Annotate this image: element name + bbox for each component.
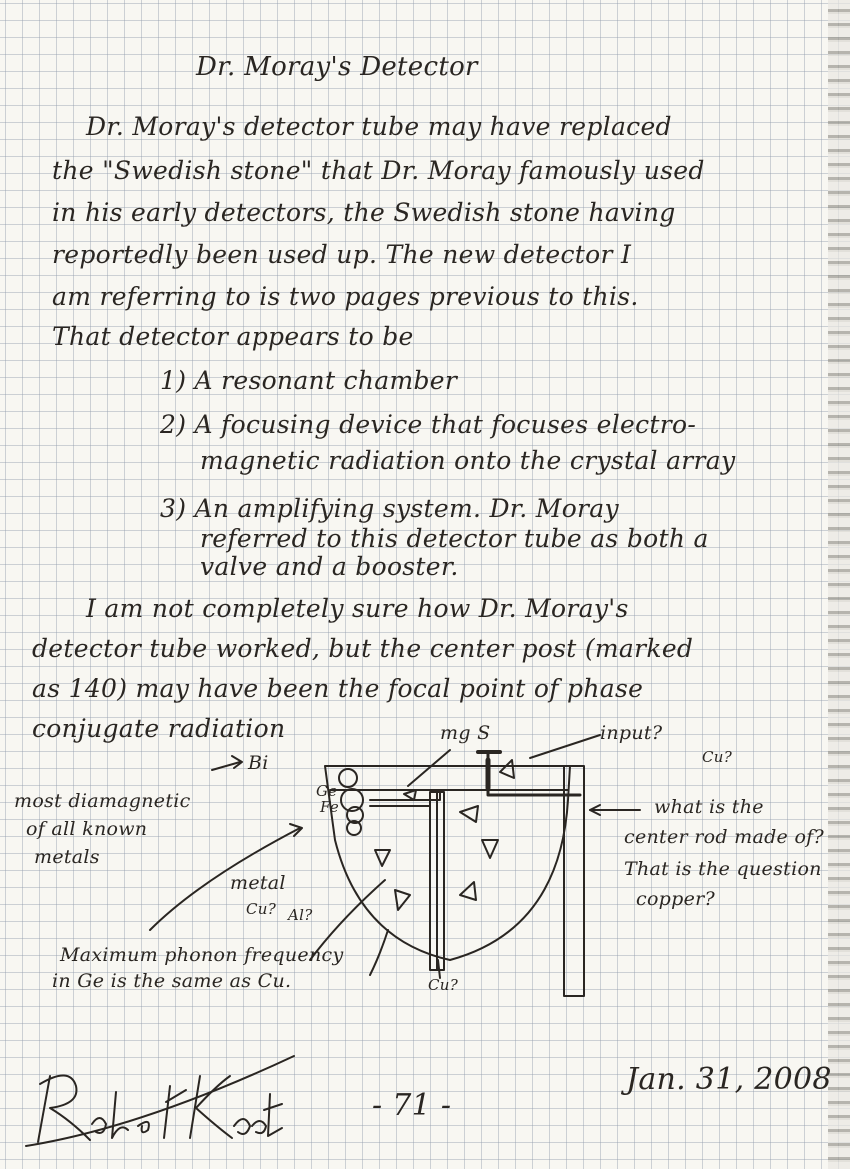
label-center-rod-question: what is the bbox=[654, 796, 764, 818]
list-item: 2) A focusing device that focuses electro- bbox=[160, 410, 697, 439]
list-item: 1) A resonant chamber bbox=[160, 366, 458, 395]
paragraph-line: That detector appears to be bbox=[52, 322, 414, 351]
label-metal-al: Al? bbox=[288, 906, 313, 924]
signature-text: Robert Koontz bbox=[20, 1154, 26, 1155]
page-number: - 71 - bbox=[372, 1088, 452, 1123]
label-bi: Bi bbox=[248, 752, 269, 774]
list-item: 3) An amplifying system. Dr. Moray bbox=[160, 494, 619, 523]
label-center-rod-question: copper? bbox=[636, 888, 716, 910]
label-mgs: mg S bbox=[440, 722, 491, 744]
paragraph-line: detector tube worked, but the center post (marked bbox=[32, 634, 694, 663]
label-metal-cu: Cu? bbox=[246, 900, 277, 918]
paragraph-line: as 140) may have been the focal point of phase bbox=[32, 674, 644, 703]
signature bbox=[20, 1046, 300, 1156]
label-max-phonon: Maximum phonon frequency bbox=[60, 944, 344, 966]
list-item: referred to this detector tube as both a bbox=[200, 524, 709, 553]
label-diamagnetic: most diamagnetic bbox=[14, 790, 191, 812]
list-item: magnetic radiation onto the crystal array bbox=[200, 446, 736, 475]
bi-sphere bbox=[339, 769, 357, 787]
label-fe: Fe bbox=[320, 798, 340, 816]
label-diamagnetic: metals bbox=[34, 846, 100, 868]
label-diamagnetic: of all known bbox=[26, 818, 148, 840]
paragraph-line: in his early detectors, the Swedish stone having bbox=[52, 198, 676, 227]
paragraph-line: am referring to is two pages previous to this. bbox=[52, 282, 639, 311]
label-input-cu: Cu? bbox=[702, 748, 733, 766]
label-center-rod-question: That is the question bbox=[624, 858, 822, 880]
paragraph-line: the "Swedish stone" that Dr. Moray famously used bbox=[52, 156, 705, 185]
label-metal: metal bbox=[230, 872, 286, 894]
paragraph-line: Dr. Moray's detector tube may have replaced bbox=[86, 112, 672, 141]
paragraph-line: reportedly been used up. The new detector I bbox=[52, 240, 632, 269]
label-center-rod-question: center rod made of? bbox=[624, 826, 824, 848]
page-title: Dr. Moray's Detector bbox=[196, 52, 478, 82]
label-bottom-cu: Cu? bbox=[428, 976, 459, 994]
paragraph-line: I am not completely sure how Dr. Moray's bbox=[86, 594, 629, 623]
label-ge: Ge bbox=[316, 782, 338, 800]
list-item: valve and a booster. bbox=[200, 552, 459, 581]
date: Jan. 31, 2008 bbox=[626, 1062, 832, 1097]
label-max-phonon: in Ge is the same as Cu. bbox=[52, 970, 292, 992]
label-input: input? bbox=[600, 722, 663, 744]
paragraph-line: conjugate radiation bbox=[32, 714, 286, 743]
